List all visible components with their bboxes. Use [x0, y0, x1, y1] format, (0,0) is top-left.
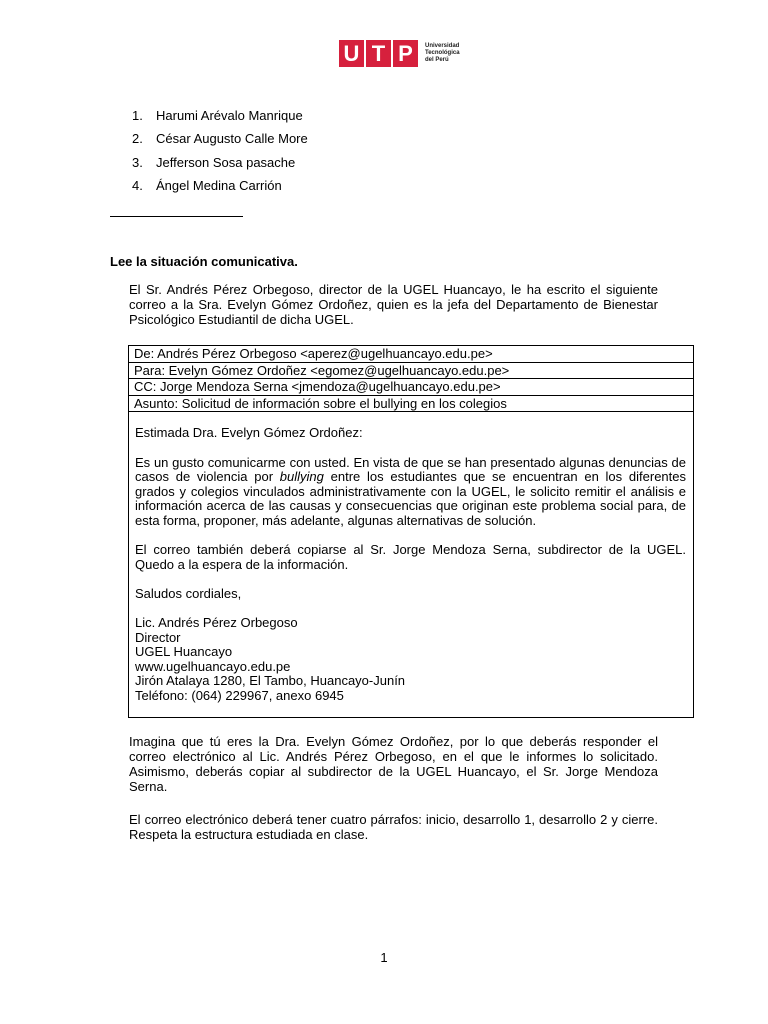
body1-italic: bullying	[279, 469, 324, 485]
signature-line: www.ugelhuancayo.edu.pe	[135, 658, 291, 674]
team-member-number: 3.	[132, 154, 143, 170]
team-member-number: 2.	[132, 131, 143, 147]
team-member-name: Ángel Medina Carrión	[156, 177, 282, 193]
signature-line: Director	[135, 629, 181, 645]
email-greeting: Estimada Dra. Evelyn Gómez Ordoñez:	[135, 425, 363, 441]
team-member	[132, 155, 308, 178]
logo-name-line: Universidad	[425, 43, 460, 49]
email-to: Para: Evelyn Gómez Ordoñez <egomez@ugelhuancayo.edu.pe>	[129, 363, 693, 380]
email-box	[128, 345, 694, 718]
logo-letter-t: T	[366, 40, 391, 67]
email-from: De: Andrés Pérez Orbegoso <aperez@ugelhuancayo.edu.pe>	[129, 346, 693, 363]
utp-logo	[339, 40, 473, 67]
logo-letter-p: P	[393, 40, 418, 67]
logo-university-name	[425, 43, 473, 64]
logo-letter-u: U	[339, 40, 364, 67]
team-member	[132, 178, 308, 201]
intro-paragraph: El Sr. Andrés Pérez Orbegoso, director de la UGEL Huancayo, le ha escrito el siguiente correo a la Sra. Evelyn Gómez Ordoñez, quien es la jefa del Departamento de Bienestar Psicológico Estudiantil de dicha UGEL.	[129, 282, 658, 327]
team-member	[132, 108, 308, 131]
email-body-paragraph-2: El correo también deberá copiarse al Sr. Jorge Mendoza Serna, subdirector de la UGEL. Quedo a la espera de la información.	[135, 542, 686, 572]
signature-line: UGEL Huancayo	[135, 644, 233, 660]
page-number: 1	[380, 950, 388, 965]
email-signature	[135, 616, 686, 704]
signature-line: Lic. Andrés Pérez Orbegoso	[135, 615, 298, 631]
body1-text: Es un gusto comunicarme con usted. En vista de que se han presentado algunas denuncias de casos de violencia por	[135, 454, 686, 485]
logo-name-line: del Perú	[425, 57, 449, 63]
email-body	[129, 412, 693, 703]
team-member-number: 4.	[132, 177, 143, 193]
instruction-paragraph: Imagina que tú eres la Dra. Evelyn Gómez Ordoñez, por lo que deberás responder el correo electrónico al Lic. Andrés Pérez Orbegoso, en el que le informes lo solicitado. Asimismo, deberás copiar al subdirector de la UGEL Huancayo, el Sr. Jorge Mendoza Serna.	[129, 734, 658, 794]
separator-line	[110, 216, 243, 217]
team-member-number: 1.	[132, 108, 143, 123]
body1-text: entre los estudiantes que se encuentran en los diferentes grados y colegios vinculados administrativamente con la UGEL, le solicito remitir el análisis e información acerca de las causas y consecuencias que originan este problema social para, de esta forma, proponer, más adelante, algunas alternativas de solución.	[135, 469, 686, 528]
team-member-name: Harumi Arévalo Manrique	[156, 108, 303, 123]
signature-line: Jirón Atalaya 1280, El Tambo, Huancayo-Junín	[135, 673, 406, 689]
instruction-paragraph: El correo electrónico deberá tener cuatro párrafos: inicio, desarrollo 1, desarrollo 2 y cierre. Respeta la estructura estudiada en clase.	[129, 812, 658, 842]
email-subject: Asunto: Solicitud de información sobre el bullying en los colegios	[129, 396, 693, 413]
team-member	[132, 131, 308, 154]
email-cc: CC: Jorge Mendoza Serna <jmendoza@ugelhuancayo.edu.pe>	[129, 379, 693, 396]
logo-name-line: Tecnológica	[425, 50, 460, 56]
email-body-paragraph-1	[135, 456, 686, 529]
team-member-name: César Augusto Calle More	[156, 131, 308, 147]
email-closing: Saludos cordiales,	[135, 585, 242, 601]
team-member-name: Jefferson Sosa pasache	[156, 154, 296, 170]
team-member-list	[132, 108, 308, 201]
section-heading: Lee la situación comunicativa.	[110, 254, 298, 269]
signature-line: Teléfono: (064) 229967, anexo 6945	[135, 688, 344, 704]
